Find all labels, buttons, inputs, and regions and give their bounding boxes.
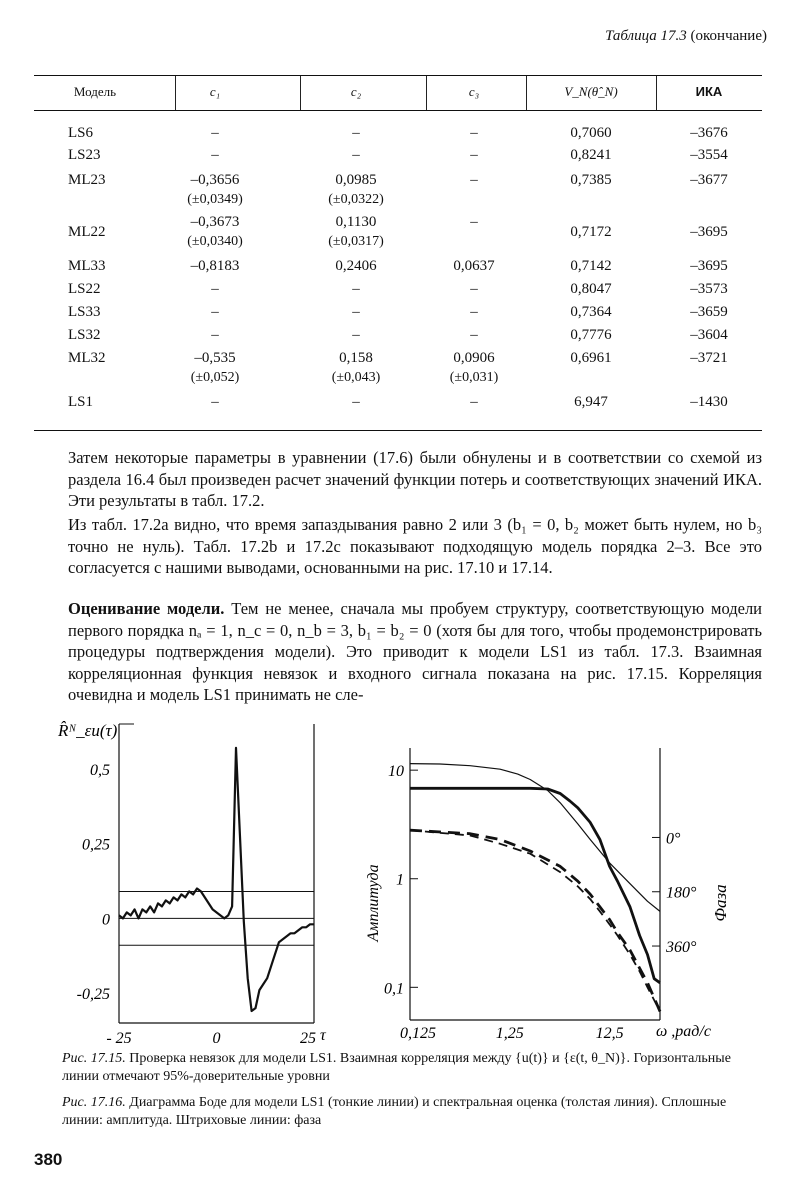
table-cell-c2 <box>300 325 412 345</box>
table-cell-c1 <box>175 392 255 412</box>
fig2-ytick-label: 0,1 <box>384 980 404 998</box>
fig2-xtick-label: 1,25 <box>495 1025 524 1042</box>
figure-17-16 <box>348 718 768 1058</box>
table-cell-value: LS1 <box>68 394 94 410</box>
table-cell-value: –3695 <box>690 224 728 240</box>
table-cell-model <box>68 348 158 368</box>
fig1-ylabel: R̂ᴺ_εu(τ) <box>58 721 118 740</box>
table-cell-c3 <box>426 170 522 190</box>
table-cell-model <box>68 170 158 190</box>
table-cell-c2 <box>300 170 412 210</box>
fig1-xtick-label: 25 <box>300 1030 316 1047</box>
fig2-xlabel: ω ,рад/с <box>656 1023 711 1040</box>
table-cell-value: – <box>470 125 478 141</box>
paragraph-2: Из табл. 17.2a видно, что время запаздывания равно 2 или 3 (b₁ = 0, b₂ может быть нулем, но b₃ точно не нуль). Табл. 17.2b и 17.2c показывают подходящую модель порядка 2–3. Все это согласуется с нашими выводами, основанными на рис. 17.10 и 17.14. <box>68 515 762 577</box>
fig2-ytick-label: 10 <box>388 763 404 781</box>
table-cell-value: – <box>470 327 478 343</box>
table-cell-value: LS23 <box>68 147 101 163</box>
table-cell-value: –3659 <box>690 304 728 320</box>
fig2-yticks-left <box>384 763 418 997</box>
table-cell-c2 <box>300 302 412 322</box>
table-header-c1: c₁ <box>209 84 221 99</box>
table-cell-value: 0,7142 <box>570 258 612 274</box>
table-cell-value: – <box>470 304 478 320</box>
paragraph-3 <box>68 598 762 706</box>
table-cell-std-error: (±0,0317) <box>328 234 384 249</box>
table-cell-value: 0,0906 <box>453 350 495 366</box>
table-cell-model <box>68 123 158 143</box>
table-cell-value: – <box>352 394 360 410</box>
table-cell-c3 <box>426 256 522 276</box>
table-cell-value: 0,7385 <box>570 172 612 188</box>
table-cell-value: – <box>352 304 360 320</box>
table-cell-value: –3721 <box>690 350 728 366</box>
fig2-xtick-label: 0,125 <box>400 1025 436 1042</box>
table-cell-value: –0,8183 <box>190 258 240 274</box>
table-cell-value: – <box>352 147 360 163</box>
fig2-ylabel-right: Фаза <box>711 884 730 922</box>
table-cell-value: 0,8047 <box>570 281 612 297</box>
table-cell-model <box>68 302 158 322</box>
table-top-rule <box>34 75 762 76</box>
caption-fig-17-15 <box>62 1050 768 1086</box>
table-cell-value: ML22 <box>68 224 106 240</box>
table-cell-c3 <box>426 145 522 165</box>
table-cell-std-error: (±0,043) <box>331 370 381 385</box>
table-cell-ika <box>656 256 762 276</box>
table-cell-value: –3604 <box>690 327 728 343</box>
table-cell-c2 <box>300 348 412 388</box>
table-cell-c1 <box>175 279 255 299</box>
table-caption-title: Таблица 17.3 <box>605 28 687 44</box>
table-cell-c3 <box>426 302 522 322</box>
fig1-xtick-label: 0 <box>212 1030 221 1047</box>
table-cell-model <box>68 392 158 412</box>
fig2-ytick-right-label: 0° <box>666 830 681 848</box>
fig1-ytick-label: -0,25 <box>76 986 110 1004</box>
table-cell-value: LS22 <box>68 281 101 297</box>
fig2-ylabel-left: Амплитуда <box>365 864 382 942</box>
table-cell-c3 <box>426 212 522 232</box>
table-cell-value: LS6 <box>68 125 94 141</box>
table-cell-ika <box>656 279 762 299</box>
table-cell-ika <box>656 325 762 345</box>
fig1-ytick-label: 0,25 <box>82 836 110 854</box>
fig2-ytick-right-label: 180° <box>666 884 697 902</box>
table-cell-vn <box>526 123 656 143</box>
table-cell-c3 <box>426 279 522 299</box>
caption-fig-17-16 <box>62 1094 768 1130</box>
table-cell-vn <box>526 222 656 242</box>
table-cell-c2 <box>300 279 412 299</box>
table-cell-model <box>68 222 158 242</box>
table-bottom-rule <box>34 430 762 431</box>
table-cell-c1 <box>175 348 255 388</box>
table-cell-model <box>68 279 158 299</box>
table-cell-value: – <box>470 147 478 163</box>
table-cell-value: – <box>211 125 219 141</box>
fig1-xtick-label: - 25 <box>106 1030 132 1047</box>
table-cell-value: 0,6961 <box>570 350 612 366</box>
table-cell-vn <box>526 256 656 276</box>
table-cell-ika <box>656 348 762 368</box>
table-cell-value: 0,1130 <box>335 214 377 230</box>
table-cell-c2 <box>300 392 412 412</box>
table-cell-std-error: (±0,0322) <box>328 192 384 207</box>
table-cell-c2 <box>300 145 412 165</box>
figure-17-16-plot <box>348 718 768 1053</box>
table-header-vn: V_N(θ̂_N) <box>564 84 618 99</box>
table-cell-model <box>68 325 158 345</box>
table-cell-ika <box>656 222 762 242</box>
table-cell-c1 <box>175 325 255 345</box>
table-cell-value: – <box>352 281 360 297</box>
table-cell-value: 0,0985 <box>335 172 377 188</box>
table-cell-ika <box>656 392 762 412</box>
table-cell-c3 <box>426 392 522 412</box>
table-cell-value: ML33 <box>68 258 106 274</box>
table-cell-value: – <box>352 327 360 343</box>
fig2-xtick-label: 12,5 <box>595 1025 624 1042</box>
fig1-xlabel: τ <box>320 1027 326 1044</box>
table-cell-value: –3677 <box>690 172 728 188</box>
table-cell-value: 0,7776 <box>570 327 612 343</box>
table-cell-vn <box>526 145 656 165</box>
figure-17-15 <box>48 718 348 1058</box>
fig2-series-thick-solid <box>410 788 660 983</box>
fig2-series-thick-dashed <box>410 830 660 1011</box>
table-cell-ika <box>656 302 762 322</box>
table-cell-vn <box>526 302 656 322</box>
table-cell-value: –0,535 <box>194 350 236 366</box>
table-cell-c1 <box>175 123 255 143</box>
table-cell-c1 <box>175 302 255 322</box>
table-cell-c3 <box>426 325 522 345</box>
table-cell-value: ML32 <box>68 350 106 366</box>
table-cell-value: 0,7364 <box>570 304 612 320</box>
table-header-rule <box>34 110 762 111</box>
caption-fig-17-16-text: Диаграмма Боде для модели LS1 (тонкие линии) и спектральная оценка (толстая линия). Сплошные линии: амплитуда. Штриховые линии: фаза <box>62 1095 727 1128</box>
table-cell-ika <box>656 145 762 165</box>
fig2-ytick-right-label: 360° <box>666 939 697 957</box>
table-cell-value: 0,0637 <box>453 258 495 274</box>
table-cell-value: – <box>211 394 219 410</box>
fig1-ytick-label: 0,5 <box>90 761 110 779</box>
table-cell-value: – <box>211 281 219 297</box>
table-cell-std-error: (±0,0349) <box>187 192 243 207</box>
table-cell-value: – <box>470 214 478 230</box>
fig2-yticks-right <box>652 830 697 956</box>
table-cell-value: 0,8241 <box>570 147 612 163</box>
table-cell-value: – <box>470 394 478 410</box>
table-header-model: Модель <box>73 84 117 99</box>
table-cell-value: LS33 <box>68 304 101 320</box>
table-cell-value: –3573 <box>690 281 728 297</box>
table-cell-value: 0,158 <box>339 350 373 366</box>
table-cell-vn <box>526 348 656 368</box>
table-cell-c1 <box>175 212 255 252</box>
table-cell-c2 <box>300 123 412 143</box>
caption-fig-17-15-label: Рис. 17.15. <box>62 1051 126 1066</box>
table-cell-value: – <box>211 327 219 343</box>
table-cell-value: 6,947 <box>574 394 608 410</box>
table-cell-model <box>68 256 158 276</box>
table-cell-value: – <box>211 304 219 320</box>
table-header-c3: c₃ <box>468 84 480 99</box>
fig2-xticks <box>400 1025 624 1042</box>
fig1-ytick-label: 0 <box>102 911 110 929</box>
table-cell-std-error: (±0,031) <box>449 370 499 385</box>
table-caption-suffix: (окончание) <box>690 28 767 44</box>
table-cell-value: –3695 <box>690 258 728 274</box>
paragraph-1: Затем некоторые параметры в уравнении (17.6) были обнулены и в соответствии со схемой из раздела 16.4 был произведен расчет значений функции потерь и соответствующих значений ИКА. Эти результаты в табл. 17.2. <box>68 448 762 510</box>
table-cell-value: –1430 <box>690 394 728 410</box>
table-cell-vn <box>526 279 656 299</box>
table-cell-vn <box>526 170 656 190</box>
table-cell-value: 0,2406 <box>335 258 377 274</box>
table-cell-model <box>68 145 158 165</box>
table-header-c2: c₂ <box>350 84 362 99</box>
table-cell-value: – <box>211 147 219 163</box>
table-cell-c2 <box>300 212 412 252</box>
table-cell-c1 <box>175 145 255 165</box>
table-cell-c1 <box>175 256 255 276</box>
table-caption <box>605 28 767 45</box>
table-cell-value: ML23 <box>68 172 106 188</box>
fig2-series <box>410 764 660 1012</box>
table-cell-std-error: (±0,052) <box>190 370 240 385</box>
paragraph-3-heading: Оценивание модели. <box>68 599 225 618</box>
fig2-ytick-label: 1 <box>396 871 404 889</box>
table-cell-value: – <box>352 125 360 141</box>
table-header-ika: ИКА <box>695 84 723 99</box>
table-cell-value: – <box>470 172 478 188</box>
caption-fig-17-16-label: Рис. 17.16. <box>62 1095 126 1110</box>
caption-fig-17-15-text: Проверка невязок для модели LS1. Взаимная корреляция между {u(t)} и {ε(t, θ_N)}. Горизонтальные линии отмечают 95%-доверительные уровни <box>62 1051 731 1084</box>
fig1-xticks <box>106 1027 327 1047</box>
paragraph-3-body: Тем не менее, сначала мы пробуем структуру, соответствующую модели первого порядка nₐ = 1, n_c = 0, n_b = 3, b₁ = b₂ = 0 (хотя бы для того, чтобы продемонстрировать процедуры подтверждения модели). Это приводит к модели LS1 из табл. 17.3. Взаимная корреляционная функция невязок и входного сигнала показана на рис. 17.15. Корреляция очевидна и модель LS1 принимать не сле- <box>68 599 763 704</box>
table-cell-value: – <box>470 281 478 297</box>
table-cell-c1 <box>175 170 255 210</box>
fig1-yticks <box>77 762 110 1003</box>
table-cell-vn <box>526 392 656 412</box>
page-number: 380 <box>34 1150 63 1169</box>
figure-17-15-plot <box>48 718 348 1053</box>
table-cell-value: 0,7060 <box>570 125 612 141</box>
table-cell-value: –0,3673 <box>190 214 240 230</box>
table-cell-value: –3676 <box>690 125 728 141</box>
table-cell-ika <box>656 170 762 190</box>
table-cell-value: –3554 <box>690 147 728 163</box>
table-cell-vn <box>526 325 656 345</box>
table-cell-value: 0,7172 <box>570 224 612 240</box>
table-cell-c2 <box>300 256 412 276</box>
table-cell-value: –0,3656 <box>190 172 240 188</box>
table-cell-std-error: (±0,0340) <box>187 234 243 249</box>
table-cell-c3 <box>426 348 522 388</box>
table-cell-ika <box>656 123 762 143</box>
fig1-correlation-line <box>119 748 314 1011</box>
table-cell-c3 <box>426 123 522 143</box>
fig2-series-thin-dashed <box>410 830 660 1011</box>
table-cell-value: LS32 <box>68 327 101 343</box>
